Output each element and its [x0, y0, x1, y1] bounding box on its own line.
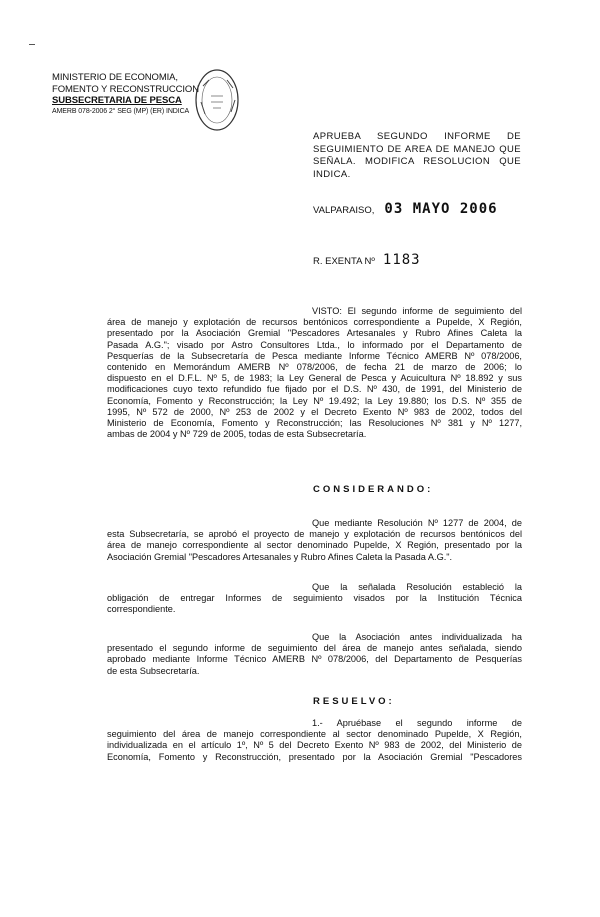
text-line: Pesquerías de la Subsecretaría de Pesca mediante Informe Técnico AMERB Nº 078/2006,	[107, 350, 522, 361]
text-line: dispuesto en el D.F.L. Nº 5, de 1983; la Ley General de Pesca y Acuicultura Nº 18.892 y sus	[107, 373, 522, 384]
text-line: Que la Asociación antes individualizada ha	[312, 632, 522, 642]
considerando-3	[107, 632, 522, 677]
text-line: VISTO: El segundo informe de seguimiento del	[312, 306, 522, 316]
considerando-heading: CONSIDERANDO:	[313, 484, 434, 495]
text-line: Economía, Fomento y Reconstrucción; la Ley Nº 19.492; la Ley 19.880; los D.S. Nº 355 de	[107, 395, 522, 406]
exenta-label: R. EXENTA Nº	[313, 256, 375, 267]
text-line: aprobado mediante Informe Técnico AMERB Nº 078/2006, del Departamento de Pesquerías	[107, 654, 522, 665]
text-line: área de manejo y explotación de recursos bentónicos correspondiente a Pupelde, X Región,	[107, 317, 522, 328]
text-line: contenido en Memorándum AMERB Nº 078/2006, de fecha 21 de marzo de 2006; lo	[107, 362, 522, 373]
visto-paragraph	[107, 306, 522, 440]
text-line: Asociación Gremial "Pescadores Artesanales y Rubro Afines Caleta la Pasada A.G.".	[107, 551, 453, 562]
place-date	[313, 201, 498, 217]
letterhead-subsecretaria: SUBSECRETARIA DE PESCA	[52, 95, 182, 106]
text-line: Que mediante Resolución Nº 1277 de 2004, de	[312, 518, 522, 528]
text-line: presentado por la Asociación Gremial "Pescadores Artesanales y Rubro Afines Caleta la	[107, 328, 522, 339]
text-line: 1.- Apruébase el segundo informe de	[312, 718, 522, 728]
text-line: Pasada A.G."; visado por Astro Consultores Ltda., lo informado por el Departamento de	[107, 339, 522, 350]
resolution-number	[313, 252, 421, 268]
considerando-2	[107, 582, 522, 616]
letterhead-ministry: MINISTERIO DE ECONOMIA,	[52, 72, 178, 83]
letterhead-ministry-2: FOMENTO Y RECONSTRUCCION	[52, 83, 199, 95]
resuelvo-heading: RESUELVO:	[313, 696, 395, 707]
resuelvo-1	[107, 718, 522, 763]
subject-line: SEGUIMIENTO DE AREA DE MANEJO QUE	[313, 143, 521, 155]
resolution-subject	[313, 131, 521, 181]
text-line: individualizada en el artículo 1º, Nº 5 del Decreto Exento Nº 983 de 2002, del Ministerio de	[107, 740, 522, 751]
text-line: obligación de entregar Informes de seguimiento visados por la Institución Técnica	[107, 593, 522, 604]
text-line: esta Subsecretaría, se aprobó el proyecto de manejo y explotación de recursos bentónicos del	[107, 529, 522, 540]
text-line: seguimiento del área de manejo correspondiente al sector denominado Pupelde, X Región,	[107, 729, 522, 740]
reference-code: AMERB 078-2006 2° SEG (MP) (ER) INDICA	[52, 107, 190, 115]
subject-line: INDICA.	[313, 168, 351, 180]
letterhead	[52, 72, 199, 117]
text-line: 1995, Nº 572 de 2000, Nº 253 de 2002 y el Decreto Exento Nº 983 de 2002, todos del	[107, 406, 522, 417]
scan-mark	[29, 44, 35, 45]
text-line: correspondiente.	[107, 604, 176, 615]
date-stamp: 03 MAYO 2006	[384, 201, 498, 217]
text-line: Que la señalada Resolución estableció la	[312, 582, 522, 592]
text-line: modificaciones cuyo texto refundido fue fijado por el D.S. Nº 430, de 1991, del Ministerio de	[107, 384, 522, 395]
text-line: presentado el segundo informe de seguimiento del área de manejo antes señalada, siendo	[107, 643, 522, 654]
city: VALPARAISO,	[313, 205, 375, 216]
official-seal-stamp	[193, 66, 241, 134]
exenta-number: 1183	[382, 252, 421, 268]
text-line: área de manejo correspondiente al sector denominado Pupelde, X Región, presentado por la	[107, 540, 522, 551]
text-line: Ministerio de Economía, Fomento y Reconstrucción; las Resoluciones Nº 381 y Nº 1277,	[107, 418, 522, 429]
subject-line: SEÑALA. MODIFICA RESOLUCION QUE	[313, 156, 521, 167]
text-line: ambas de 2004 y Nº 729 de 2005, todas de esta Subsecretaría.	[107, 429, 367, 440]
text-line: Economía, Fomento y Reconstrucción, presentado por la Asociación Gremial "Pescadores	[107, 751, 522, 762]
considerando-1	[107, 518, 522, 563]
text-line: de esta Subsecretaría.	[107, 665, 200, 676]
subject-line: APRUEBA SEGUNDO INFORME DE	[313, 131, 521, 142]
